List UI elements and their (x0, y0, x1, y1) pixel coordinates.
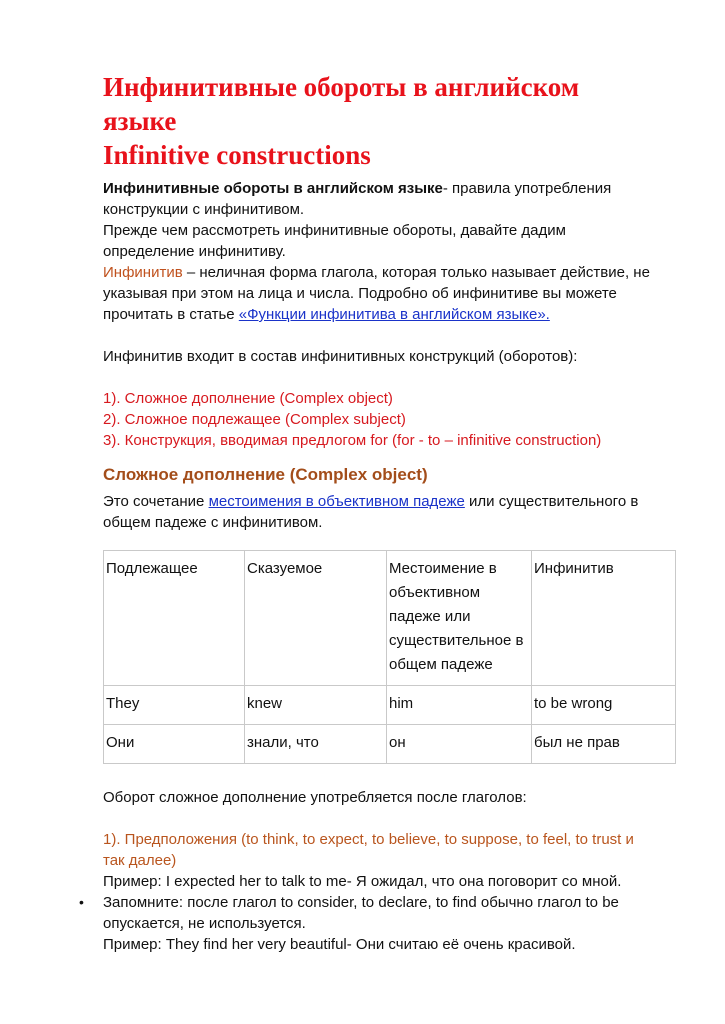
objective-pronoun-link[interactable]: местоимения в объективном падеже (208, 493, 465, 510)
list-item: 2). Сложное подлежащее (Complex subject) (103, 411, 406, 428)
constructions-list (103, 388, 678, 451)
table-row (104, 686, 676, 725)
intro-line4: определение инфинитиву. (103, 243, 286, 260)
title-ru-line1: Инфинитивные обороты в английском (103, 72, 580, 102)
def-line2: указывая при этом на лица и числа. Подробно об инфинитиве вы можете (103, 285, 617, 302)
table-header-row (104, 551, 676, 686)
bullet-icon: • (79, 894, 84, 910)
note-line2: опускается, не используется. (103, 915, 306, 932)
usage-item-1-line1: 1). Предположения (to think, to expect, to believe, to suppose, to feel, to trust и (103, 831, 634, 848)
infinitive-term: Инфинитив (103, 264, 183, 281)
table-header-cell: Подлежащее (104, 551, 245, 686)
table-header-cell: Местоимение в объективном падеже или существительное в общем падеже (387, 551, 532, 686)
list-item: 3). Конструкция, вводимая предлогом for (for - to – infinitive construction) (103, 432, 602, 449)
intro-rest-line1: - правила употребления (442, 180, 612, 197)
usage-item-1-line2: так далее) (103, 852, 177, 869)
example-2: Пример: They find her very beautiful- Они считаю её очень красивой. (103, 936, 576, 953)
section-heading: Сложное дополнение (Complex object) (103, 465, 428, 484)
usage-item-1 (103, 829, 678, 871)
document-content (79, 70, 678, 955)
table-cell: They (104, 686, 245, 725)
table-cell: to be wrong (532, 686, 676, 725)
def-line1-rest: – неличная форма глагола, которая только называет действие, не (182, 264, 650, 281)
table-header-cell: Инфинитив (532, 551, 676, 686)
note-text (103, 892, 678, 934)
title-ru-line2: языке (103, 106, 177, 136)
complex-object-table (103, 550, 676, 764)
note-bullet-item (79, 892, 678, 934)
title-en: Infinitive constructions (103, 140, 371, 170)
page-title (103, 70, 678, 172)
note-line1: Запомните: после глагол to consider, to declare, to find обычно глагол to be (103, 894, 619, 911)
intro-paragraph (103, 178, 678, 325)
example-1: Пример: I expected her to talk to me- Я ожидал, что она поговорит со мной. (103, 873, 622, 890)
table-cell: был не прав (532, 725, 676, 764)
section-description (103, 491, 678, 533)
desc-line2: общем падеже с инфинитивом. (103, 514, 323, 531)
table-header-cell: Сказуемое (245, 551, 387, 686)
usage-intro: Оборот сложное дополнение употребляется после глаголов: (103, 789, 527, 806)
desc-prefix: Это сочетание (103, 493, 209, 510)
intro-line2: конструкции с инфинитивом. (103, 201, 305, 218)
intro-bold-term: Инфинитивные обороты в английском языке (103, 180, 443, 197)
intro-line3: Прежде чем рассмотреть инфинитивные обороты, давайте дадим (103, 222, 566, 239)
table-cell: он (387, 725, 532, 764)
table-cell: him (387, 686, 532, 725)
table-cell: knew (245, 686, 387, 725)
constructions-intro: Инфинитив входит в состав инфинитивных конструкций (оборотов): (103, 348, 578, 365)
table-cell: знали, что (245, 725, 387, 764)
desc-suffix: или существительного в (464, 493, 639, 510)
functions-article-link[interactable]: «Функции инфинитива в английском языке». (238, 306, 550, 323)
def-line3-prefix: прочитать в статье (103, 306, 239, 323)
table-row (104, 725, 676, 764)
list-item: 1). Сложное дополнение (Complex object) (103, 390, 393, 407)
table-cell: Они (104, 725, 245, 764)
